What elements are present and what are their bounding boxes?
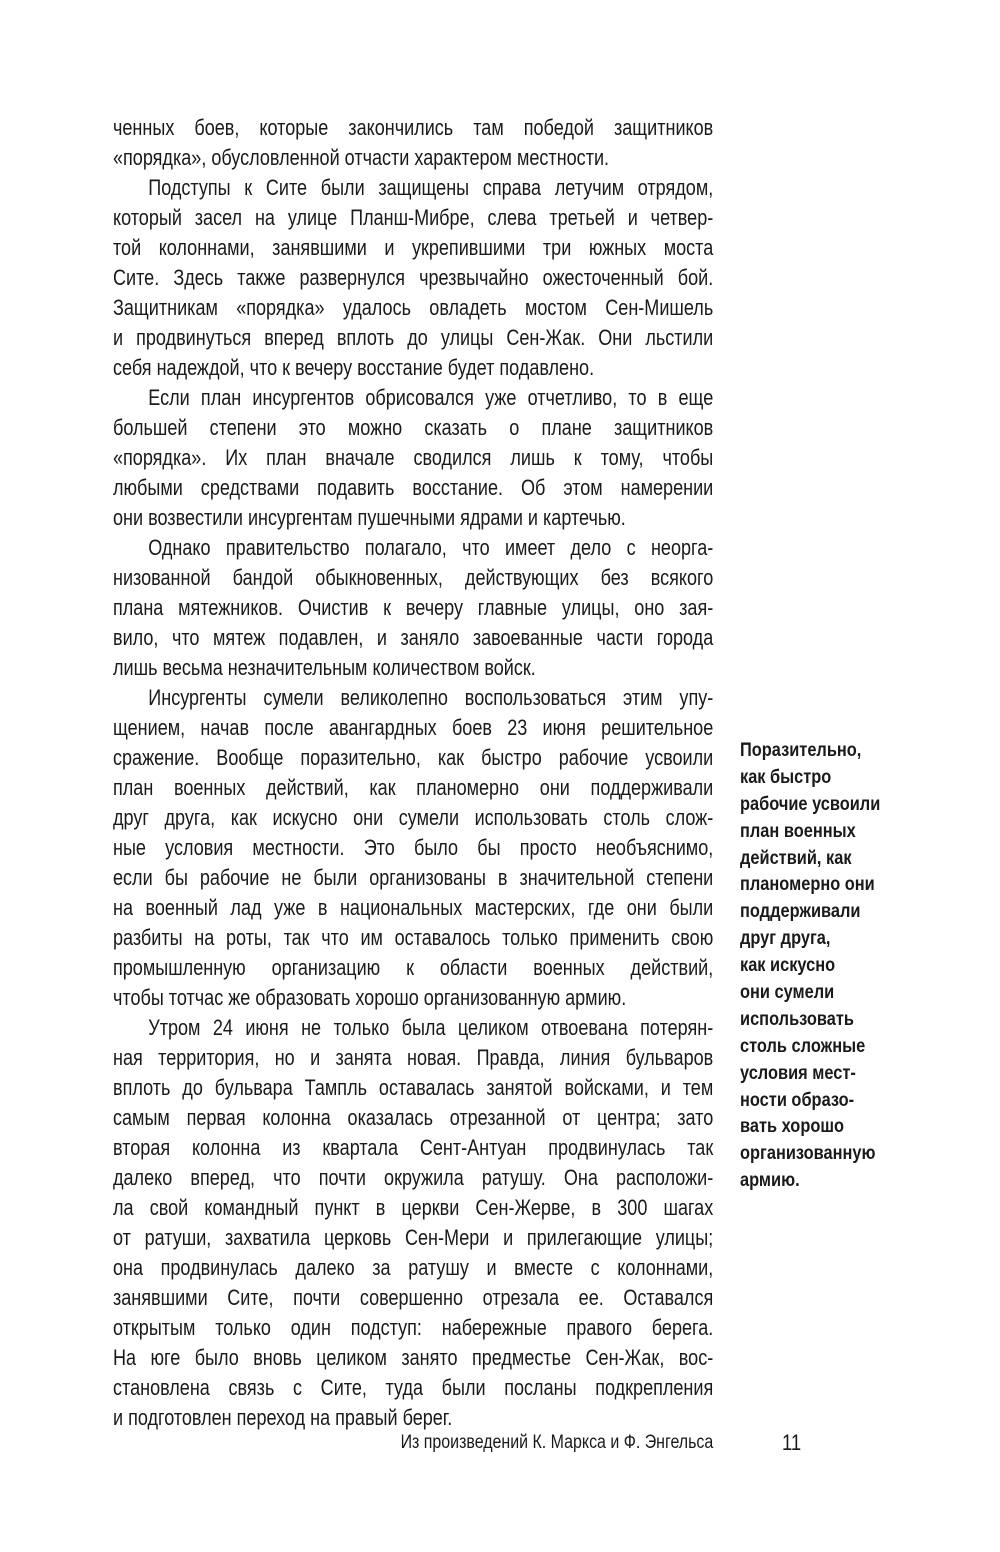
pull-quote-line: план военных	[740, 819, 856, 842]
text-line: вплоть до бульвара Тампль оставалась занятой войсками, и тем	[113, 1075, 714, 1100]
text-line: Утром 24 июня не только была целиком отвоевана потерян-	[148, 1015, 714, 1040]
pull-quote-line: армию.	[740, 1169, 800, 1192]
text-line: который засел на улице Планш-Мибре, слева третьей и четвер-	[113, 205, 714, 230]
text-line: друг друга, как искусно они сумели использовать столь слож-	[113, 805, 714, 830]
text-line: ные условия местности. Это было бы просто необъяснимо,	[113, 835, 714, 860]
text-line: ченных боев, которые закончились там победой защитников	[113, 115, 714, 140]
pull-quote-line: поддерживали	[740, 900, 861, 923]
text-line: занявшими Сите, почти совершенно отрезала ее. Оставался	[113, 1285, 714, 1310]
text-line: ная территория, но и занята новая. Правда, линия бульваров	[113, 1045, 714, 1070]
page-number: 11	[782, 1430, 802, 1455]
pull-quote-line: столь сложные	[740, 1034, 866, 1057]
pull-quote-line: ности образо-	[740, 1088, 855, 1111]
text-line: и подготовлен переход на правый берег.	[113, 1405, 453, 1430]
text-line: На юге было вновь целиком занято предместье Сен-Жак, вос-	[113, 1345, 714, 1370]
text-line: открытым только один подступ: набережные правого берега.	[113, 1315, 714, 1340]
text-line: вторая колонна из квартала Сент-Антуан продвинулась так	[113, 1135, 714, 1160]
text-line: ла свой командный пункт в церкви Сен-Жерве, в 300 шагах	[113, 1195, 714, 1220]
text-line: на военный лад уже в национальных мастерских, где они были	[113, 895, 714, 920]
text-line: если бы рабочие не были организованы в значительной степени	[113, 865, 714, 890]
pull-quote-line: друг друга,	[740, 927, 831, 950]
margin-pull-quote	[740, 737, 920, 1194]
text-line: себя надеждой, что к вечеру восстание будет подавлено.	[113, 355, 595, 380]
text-line: Защитникам «порядка» удалось овладеть мостом Сен-Мишель	[113, 295, 714, 320]
body-text	[113, 113, 713, 1433]
pull-quote-line: планомерно они	[740, 873, 875, 896]
text-line: далеко вперед, что почти окружила ратушу. Она расположи-	[113, 1165, 714, 1190]
text-line: промышленную организацию к области военных действий,	[113, 955, 714, 980]
text-line: низованной бандой обыкновенных, действующих без всякого	[113, 565, 714, 590]
text-line: Сите. Здесь также развернулся чрезвычайно ожесточенный бой.	[113, 265, 714, 290]
pull-quote-line: вать хорошо	[740, 1115, 844, 1138]
text-line: от ратуши, захватила церковь Сен-Мери и прилегающие улицы;	[113, 1225, 714, 1250]
pull-quote-line: Поразительно,	[740, 739, 862, 761]
text-line: той колоннами, занявшими и укрепившими три южных моста	[113, 235, 714, 260]
text-line: план военных действий, как планомерно они поддерживали	[113, 775, 714, 800]
text-line: лишь весьма незначительным количеством войск.	[113, 655, 536, 680]
text-line: вило, что мятеж подавлен, и заняло завоеванные части города	[113, 625, 714, 650]
pull-quote-line: условия мест-	[740, 1061, 856, 1084]
pull-quote-line: они сумели	[740, 981, 835, 1004]
text-line: сражение. Вообще поразительно, как быстро рабочие усвоили	[113, 745, 714, 770]
text-line: щением, начав после авангардных боев 23 июня решительное	[113, 715, 714, 740]
text-line: любыми средствами подавить восстание. Об этом намерении	[113, 475, 714, 500]
pull-quote-line: организованную	[740, 1142, 876, 1165]
text-line: Подступы к Сите были защищены справа летучим отрядом,	[148, 175, 714, 200]
text-line: Однако правительство полагало, что имеет дело с неорга-	[148, 535, 714, 560]
text-line: они возвестили инсургентам пушечными ядрами и картечью.	[113, 505, 626, 530]
text-line: самым первая колонна оказалась отрезанной от центра; зато	[113, 1105, 714, 1130]
running-footer-title: Из произведений К. Маркса и Ф. Энгельса	[400, 1432, 713, 1453]
pull-quote-line: как искусно	[740, 954, 836, 977]
text-line: большей степени это можно сказать о плане защитников	[113, 415, 714, 440]
pull-quote-line: использовать	[740, 1007, 854, 1030]
text-line: она продвинулась далеко за ратушу и вместе с колоннами,	[113, 1255, 714, 1280]
text-line: и продвинуться вперед вплоть до улицы Сен-Жак. Они льстили	[113, 325, 714, 350]
pull-quote-line: рабочие усвоили	[740, 792, 881, 815]
text-line: разбиты на роты, так что им оставалось только применить свою	[113, 925, 714, 950]
pull-quote-line: как быстро	[740, 765, 832, 788]
text-line: Если план инсургентов обрисовался уже отчетливо, то в еще	[148, 385, 714, 410]
text-line: «порядка», обусловленной отчасти характером местности.	[113, 145, 610, 170]
pull-quote-line: действий, как	[740, 846, 852, 869]
text-line: чтобы тотчас же образовать хорошо организованную армию.	[113, 985, 627, 1010]
text-line: «порядка». Их план вначале сводился лишь к тому, чтобы	[113, 445, 714, 470]
text-line: плана мятежников. Очистив к вечеру главные улицы, оно зая-	[113, 595, 714, 620]
text-line: Инсургенты сумели великолепно воспользоваться этим упу-	[148, 685, 714, 710]
text-line: становлена связь с Сите, туда были посланы подкрепления	[113, 1375, 714, 1400]
